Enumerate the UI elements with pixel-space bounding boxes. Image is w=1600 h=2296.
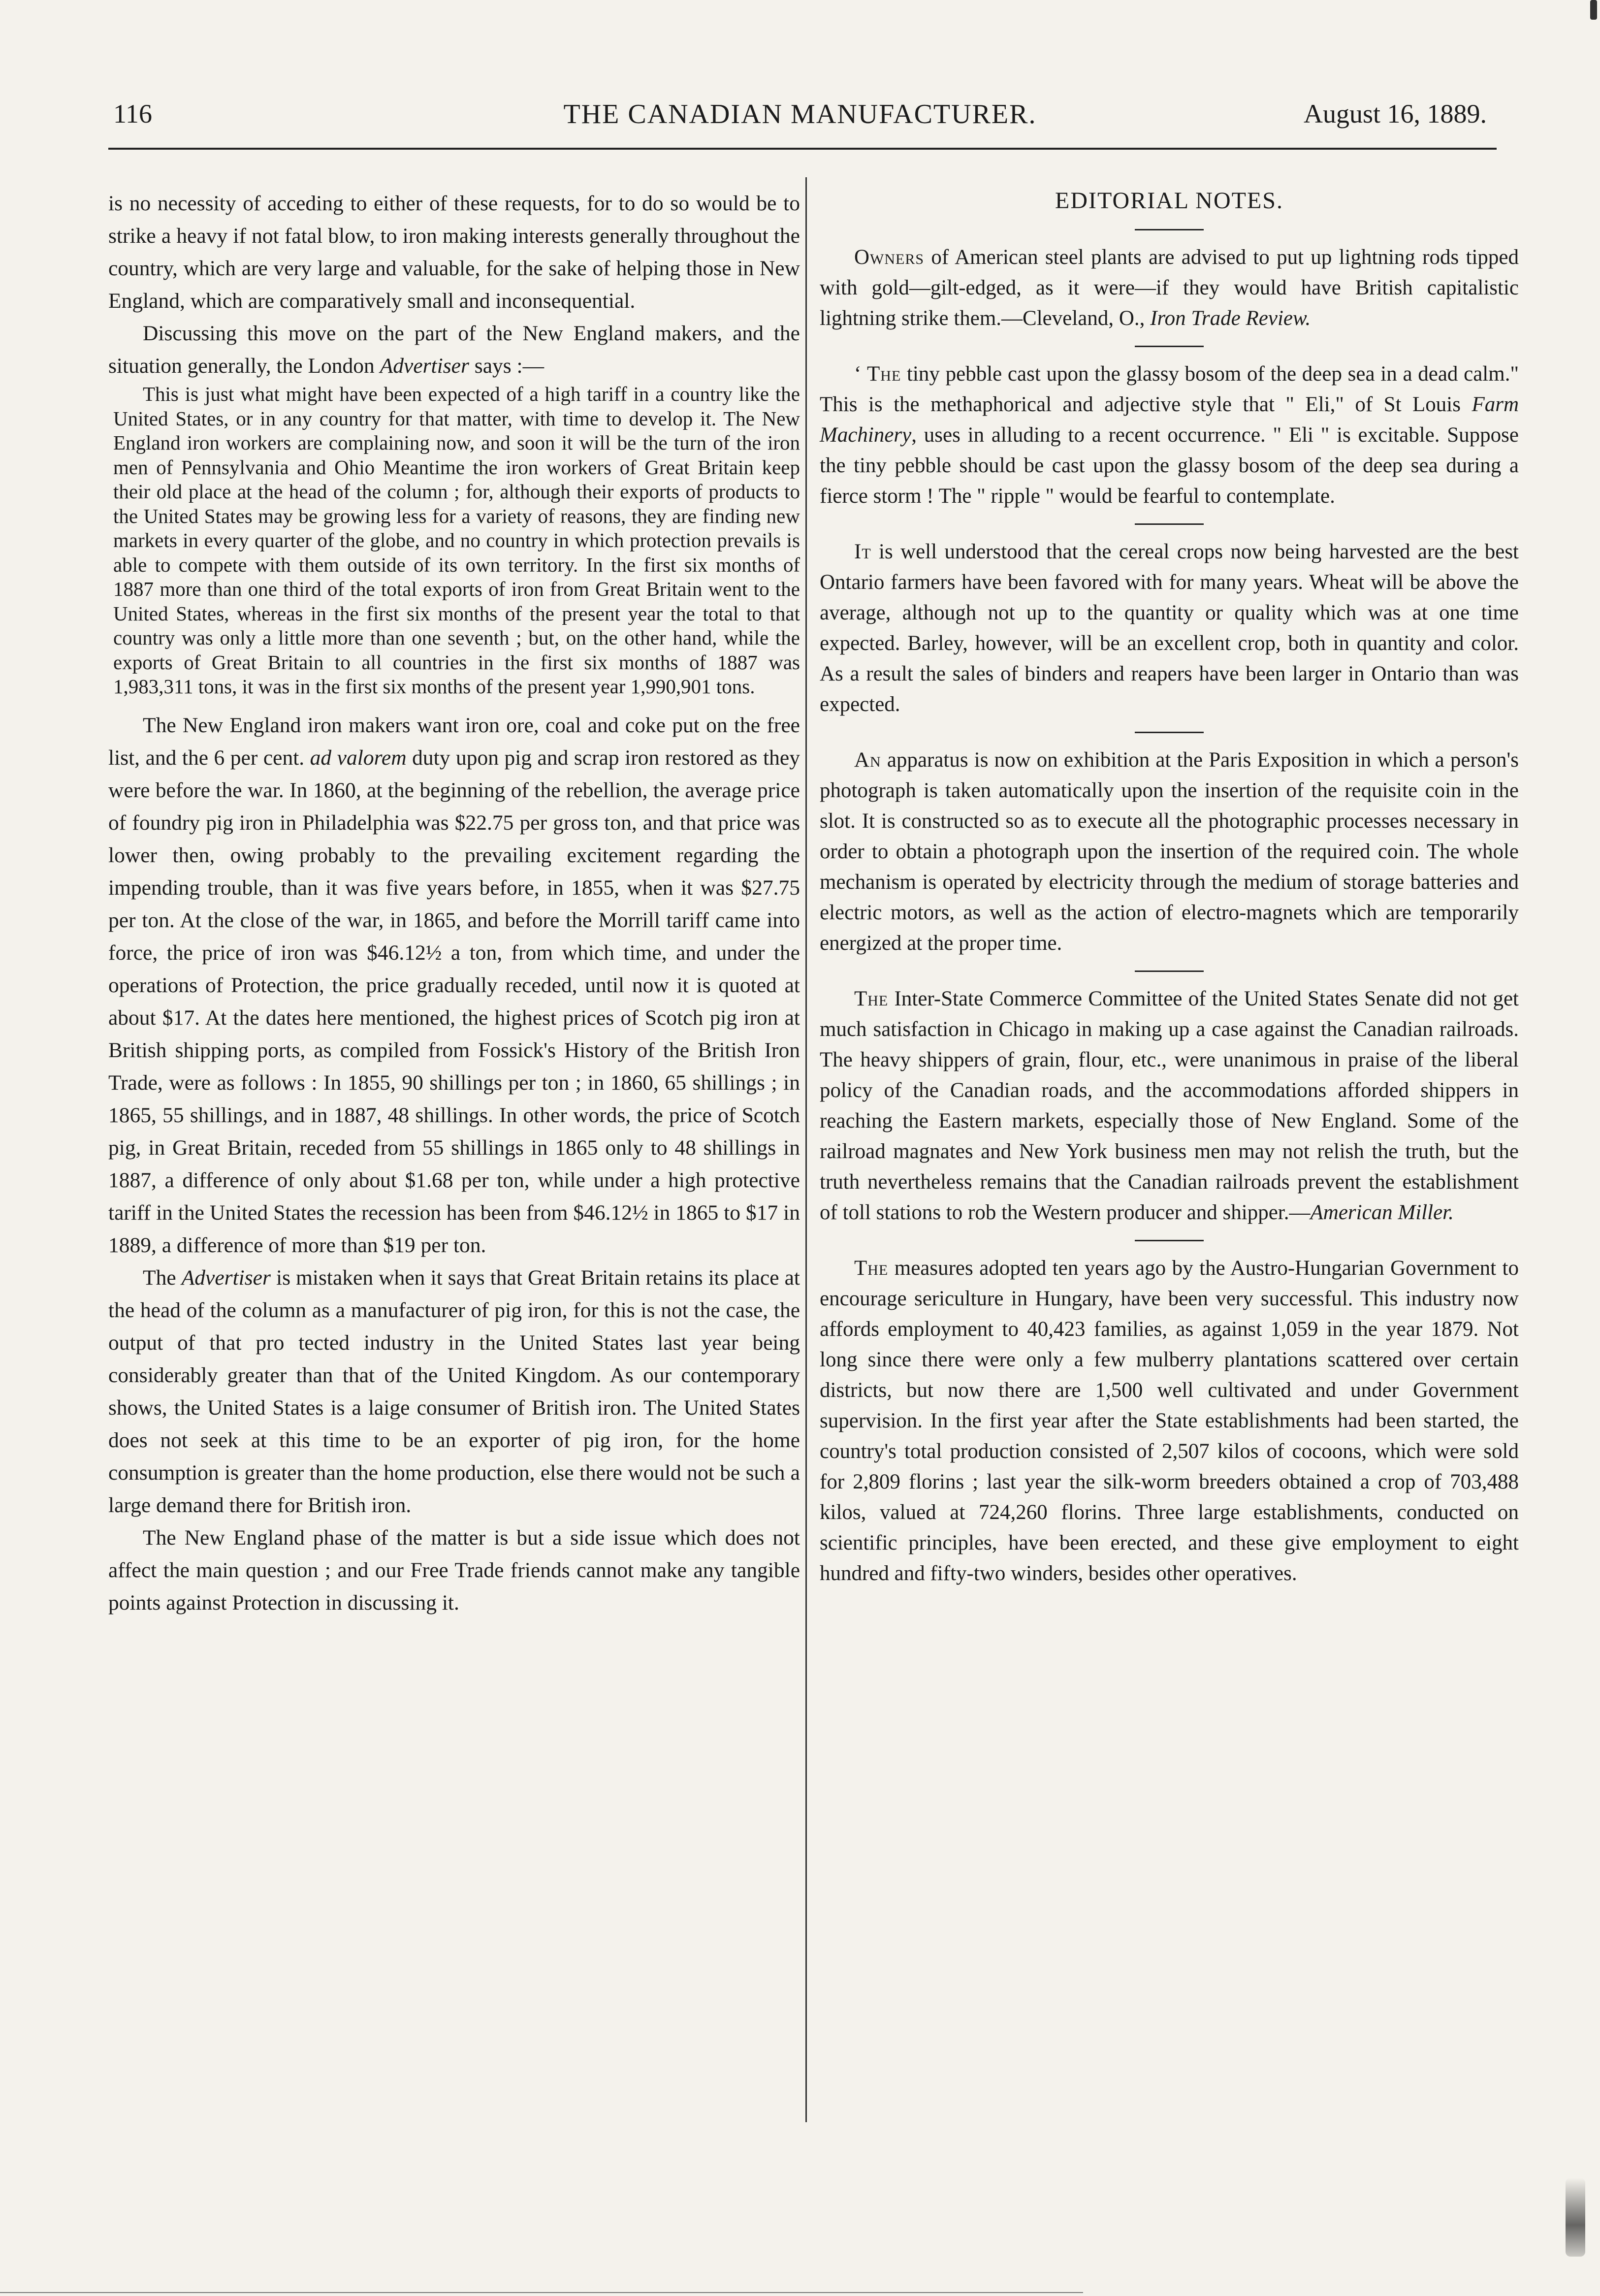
note-text: measures adopted ten years ago by the Austro-Hungarian Government to encourage sericulture in Hungary, have been very successful. This industry now affords employment to 40,423 families, as against 1,059 in the year 1879. Not long since there were only a few mulberry plantations scattered over certain districts, but now there are 1,500 well cultivated and under Government supervision. In the first year after the State establishments had been started, the country's total production consisted of 2,507 kilos of cocoons, which were sold for 2,809 florins ; last year the silk-worm breeders obtained a crop of 703,488 kilos, valued at 724,260 florins. Three large establishments, conducted on scientific principles, have been erected, and these give employment to eight hundred and fifty-two winders, besides other operatives. — [820, 1257, 1519, 1585]
note-text: tiny pebble cast upon the glassy bosom of the deep sea in a dead calm." This is the methaphorical and adjective style that " Eli," of St Louis — [820, 362, 1519, 416]
note-lead: The — [867, 362, 901, 386]
note-lead: The — [854, 987, 889, 1010]
corner-mark — [1590, 0, 1597, 20]
note-open-quote: ‘ — [854, 362, 867, 386]
publication-name: Advertiser — [181, 1265, 271, 1290]
note-separator — [1135, 970, 1204, 972]
editorial-note — [820, 745, 1519, 959]
note-separator — [1135, 732, 1204, 733]
note-source: Iron Trade Review. — [1150, 307, 1311, 330]
paragraph-text: The New England iron makers want iron ore, coal and coke put on the free list, and the 6 per cent. — [108, 713, 800, 770]
section-heading: EDITORIAL NOTES. — [1055, 188, 1283, 214]
editorial-note — [820, 984, 1519, 1228]
article-paragraph: The New England phase of the matter is but a side issue which does not affect the main question ; and our Free Trade friends cannot make any tangible points against Protection in discussing it. — [108, 1525, 800, 1615]
note-text: is well understood that the cereal crops now being harvested are the best Ontario farmers have been favored with for many years. Wheat will be above the average, although not up to the quantity or quality which was at one time expected. Barley, however, will be an excellent crop, both in quantity and color. As a result the sales of binders and reapers have been larger in Ontario than was expected. — [820, 540, 1519, 716]
note-lead: It — [854, 540, 871, 563]
note-lead: An — [854, 748, 881, 772]
paragraph-text: is mistaken when it says that Great Britain retains its place at the head of the column as a manufacturer of pig iron, for this is not the case, the output of that pro tected industry in the United States last year being considerably greater than that of the United Kingdom. As our contemporary shows, the United States is a laige consumer of British iron. The United States does not seek at this time to be an exporter of pig iron, for the home consumption is greater than the home production, else there would not be such a large demand there for British iron. — [108, 1265, 800, 1517]
section-rule — [1135, 229, 1204, 230]
edge-smudge — [1566, 2178, 1585, 2257]
paragraph-text: The — [143, 1265, 182, 1290]
editorial-note — [820, 537, 1519, 720]
publication-title: THE CANADIAN MANUFACTURER. — [563, 99, 1037, 129]
left-column — [108, 187, 800, 1619]
note-lead: Owners — [854, 246, 925, 269]
note-separator — [1135, 523, 1204, 525]
editorial-note — [820, 359, 1519, 512]
right-column — [820, 187, 1519, 1589]
paragraph-text: Discussing this move on the part of the New England makers, and the situation generally, the London — [108, 322, 800, 378]
article-paragraph — [108, 1261, 800, 1521]
publication-name: Farm Machinery — [820, 393, 1519, 447]
header-rule — [108, 148, 1497, 150]
article-paragraph — [108, 709, 800, 1261]
block-quote: This is just what might have been expected of a high tariff in a country like the United States, or in any country for that matter, with time to develop it. The New England iron workers are complaining now, and soon it will be the turn of the iron men of Pennsylvania and Ohio Meantime the iron workers of Great Britain keep their old place at the head of the column ; for, although their exports of products to the United States may be growing less for a variety of reasons, they are finding new markets in every quarter of the globe, and no country in which protection prevails is able to compete with them outside of its own territory. In the first six months of 1887 more than one third of the total exports of iron from Great Britain went to the United States, whereas in the first six months of the present year the total to that country was only a little more than one seventh ; but, on the other hand, while the exports of Great Britain to all countries in the first six months of 1887 was 1,983,311 tons, it was in the first six months of the present year 1,990,901 tons. — [113, 383, 800, 698]
note-separator — [1135, 1240, 1204, 1241]
article-paragraph — [108, 317, 800, 382]
editorial-note — [820, 242, 1519, 334]
italic-term: ad valorem — [310, 745, 407, 770]
publication-name: Advertiser — [380, 354, 469, 378]
page-number: 116 — [113, 99, 152, 129]
paragraph-text: duty upon pig and scrap iron restored as they were before the war. In 1860, at the beginning of the rebellion, the average price of foundry pig iron in Philadelphia was $22.75 per gross ton, and that price was lower then, owing probably to the prevailing excitement regarding the impending trouble, than it was five years before, in 1855, when it was $27.75 per ton. At the close of the war, in 1865, and before the Morrill tariff came into force, the price of iron was $46.12½ a ton, from which time, and under the operations of Protection, the price gradually receded, until now it is quoted at about $17. At the dates here mentioned, the highest prices of Scotch pig iron at British shipping ports, as compiled from Fossick's History of the British Iron Trade, were as follows : In 1855, 90 shillings per ton ; in 1860, 65 shillings ; in 1865, 55 shillings, and in 1887, 48 shillings. In other words, the price of Scotch pig, in Great Britain, receded from 55 shillings in 1865 only to 48 shillings in 1887, a difference of only about $1.68 per ton, while under a high protective tariff in the United States the recession has been from $46.12½ in 1865 to $17 in 1889, a difference of more than $19 per ton. — [108, 745, 800, 1257]
page-header — [113, 98, 1487, 143]
paragraph-text: says :— — [469, 354, 544, 378]
note-text: Inter-State Commerce Committee of the United States Senate did not get much satisfaction in Chicago in making up a case against the Canadian railroads. The heavy shippers of grain, flour, etc., were unanimous in praise of the liberal policy of the Canadian roads, and the accommodations afforded shippers in reaching the Eastern markets, especially those of New England. Some of the railroad magnates and New York business men may not relish the truth, but the truth nevertheless remains that the Canadian railroads prevent the establishment of toll stations to rob the Western producer and shipper.— — [820, 987, 1519, 1224]
column-divider — [805, 177, 807, 2122]
issue-date: August 16, 1889. — [1303, 99, 1487, 129]
note-text: , uses in alluding to a recent occurrence. " Eli " is excitable. Suppose the tiny pebble should be cast upon the glassy bosom of the deep sea during a fierce storm ! The " ripple " would be fearful to contemplate. — [820, 423, 1519, 508]
note-text: of American steel plants are advised to put up lightning rods tipped with gold—gilt-edged, as it were—if they would have British capitalistic lightning strike them.—Cleveland, O., — [820, 246, 1519, 330]
note-separator — [1135, 346, 1204, 347]
note-source: American Miller. — [1310, 1201, 1454, 1224]
note-text: apparatus is now on exhibition at the Paris Exposition in which a person's photograph is taken automatically upon the insertion of the requisite coin in the slot. It is constructed so as to execute all the photographic processes necessary in order to obtain a photograph upon the insertion of the required coin. The whole mechanism is operated by electricity through the medium of storage batteries and electric motors, as well as the action of electro-magnets which are temporarily energized at the proper time. — [820, 748, 1519, 955]
scan-edge-line — [0, 2292, 1083, 2293]
note-lead: The — [854, 1257, 889, 1280]
article-paragraph: is no necessity of acceding to either of these requests, for to do so would be to strike a heavy if not fatal blow, to iron making interests generally throughout the country, which are very large and valuable, for the sake of helping those in New England, which are comparatively small and inconsequential. — [108, 192, 800, 313]
editorial-note — [820, 1253, 1519, 1589]
